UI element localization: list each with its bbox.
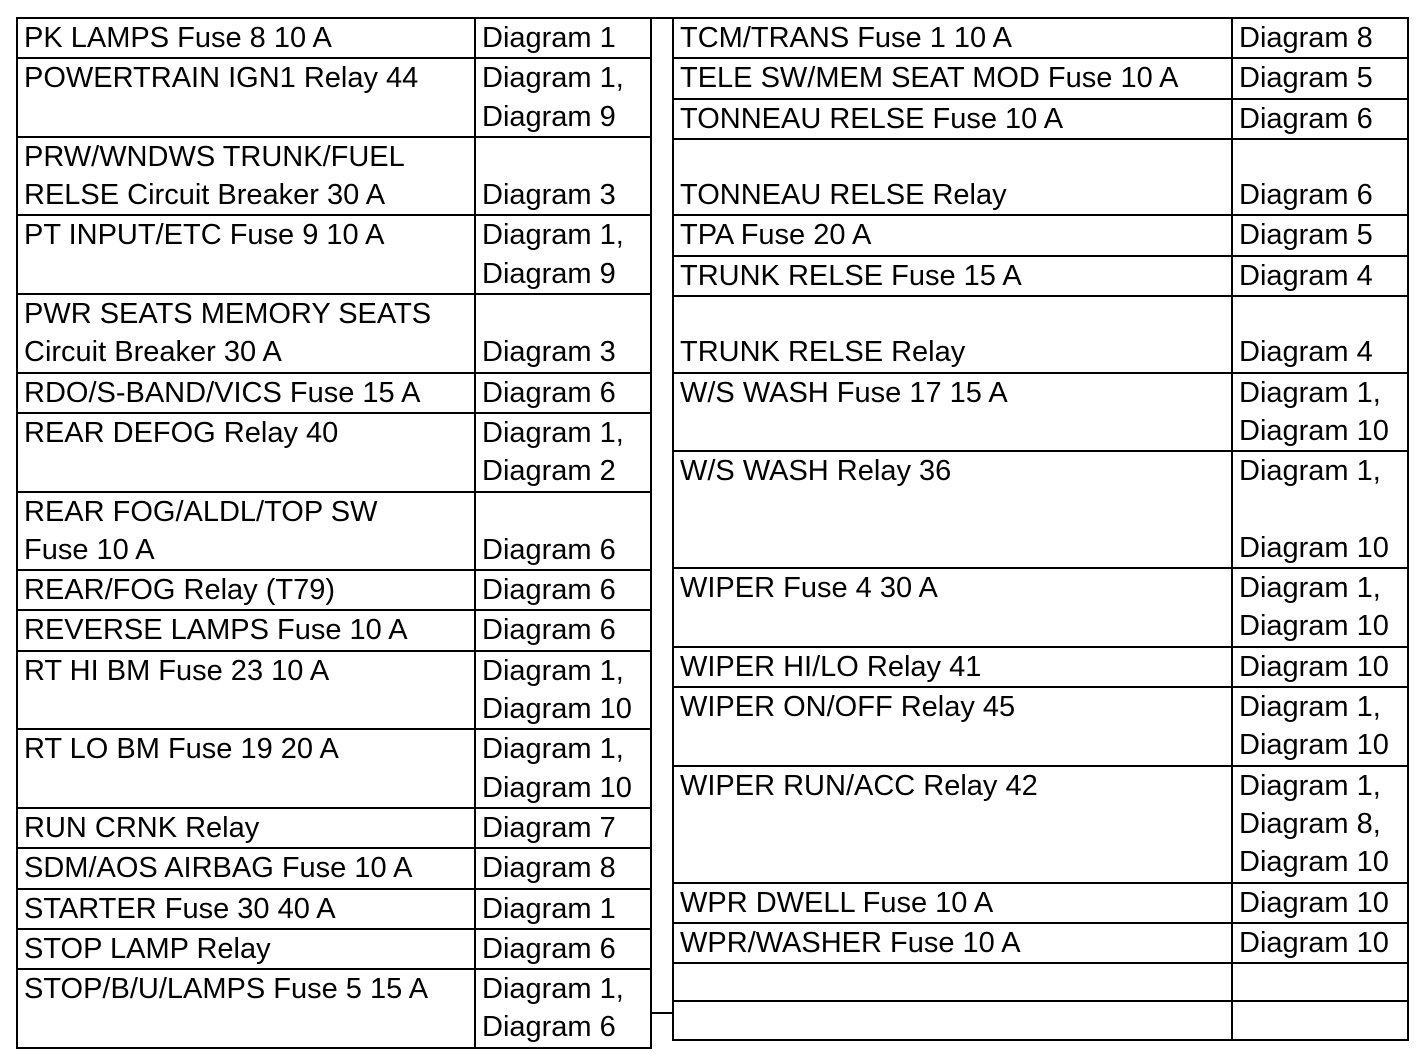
component-name: WIPER RUN/ACC Relay 42 bbox=[673, 766, 1232, 883]
component-name: RT HI BM Fuse 23 10 A bbox=[17, 651, 475, 730]
component-name: REAR/FOG Relay (T79) bbox=[17, 570, 475, 610]
component-name: PRW/WNDWS TRUNK/FUEL RELSE Circuit Breaker 30 A bbox=[17, 137, 475, 216]
diagram-reference: Diagram 6 bbox=[475, 929, 651, 969]
component-name: SDM/AOS AIRBAG Fuse 10 A bbox=[17, 848, 475, 888]
table-row bbox=[673, 687, 1408, 766]
diagram-reference: Diagram 5 bbox=[1232, 215, 1408, 255]
table-row bbox=[17, 929, 651, 969]
table-row bbox=[673, 766, 1408, 883]
table-row bbox=[673, 58, 1408, 98]
component-name: TCM/TRANS Fuse 1 10 A bbox=[673, 18, 1232, 58]
component-name bbox=[673, 963, 1232, 1001]
component-name: TELE SW/MEM SEAT MOD Fuse 10 A bbox=[673, 58, 1232, 98]
table-row bbox=[17, 413, 651, 492]
component-name: RDO/S-BAND/VICS Fuse 15 A bbox=[17, 373, 475, 413]
component-name: TRUNK RELSE Relay bbox=[673, 296, 1232, 373]
diagram-reference: Diagram 6 bbox=[475, 610, 651, 650]
diagram-reference: Diagram 3 bbox=[475, 294, 651, 373]
diagram-reference: Diagram 5 bbox=[1232, 58, 1408, 98]
table-row bbox=[673, 215, 1408, 255]
component-name: WPR/WASHER Fuse 10 A bbox=[673, 923, 1232, 963]
table-row bbox=[17, 729, 651, 808]
table-row bbox=[17, 18, 651, 58]
table-row bbox=[673, 451, 1408, 568]
table-row bbox=[673, 1001, 1408, 1039]
table-row bbox=[673, 883, 1408, 923]
component-name: W/S WASH Relay 36 bbox=[673, 451, 1232, 568]
component-name: REAR DEFOG Relay 40 bbox=[17, 413, 475, 492]
table-row bbox=[17, 58, 651, 137]
table-row bbox=[673, 99, 1408, 139]
component-name: WIPER Fuse 4 30 A bbox=[673, 568, 1232, 647]
diagram-reference: Diagram 3 bbox=[475, 137, 651, 216]
diagram-reference: Diagram 10 bbox=[1232, 923, 1408, 963]
component-name: REVERSE LAMPS Fuse 10 A bbox=[17, 610, 475, 650]
table-row bbox=[17, 492, 651, 571]
table-row bbox=[17, 651, 651, 730]
diagram-reference: Diagram 6 bbox=[1232, 139, 1408, 216]
diagram-reference: Diagram 1 bbox=[475, 18, 651, 58]
right-table-body bbox=[673, 18, 1408, 1040]
table-row bbox=[17, 808, 651, 848]
table-row bbox=[673, 373, 1408, 452]
component-name: RT LO BM Fuse 19 20 A bbox=[17, 729, 475, 808]
diagram-reference bbox=[1232, 1001, 1408, 1039]
diagram-reference bbox=[1232, 963, 1408, 1001]
component-name: PT INPUT/ETC Fuse 9 10 A bbox=[17, 215, 475, 294]
table-row bbox=[17, 570, 651, 610]
table-row bbox=[17, 848, 651, 888]
component-name: TPA Fuse 20 A bbox=[673, 215, 1232, 255]
component-name bbox=[673, 1001, 1232, 1039]
diagram-reference: Diagram 6 bbox=[475, 492, 651, 571]
table-row bbox=[17, 610, 651, 650]
table-row bbox=[673, 963, 1408, 1001]
component-name: STARTER Fuse 30 40 A bbox=[17, 889, 475, 929]
table-row bbox=[17, 373, 651, 413]
component-name: POWERTRAIN IGN1 Relay 44 bbox=[17, 58, 475, 137]
table-row bbox=[17, 889, 651, 929]
diagram-reference: Diagram 10 bbox=[1232, 883, 1408, 923]
right-fuse-table bbox=[672, 17, 1409, 1041]
table-row bbox=[17, 215, 651, 294]
component-name: STOP LAMP Relay bbox=[17, 929, 475, 969]
left-fuse-table bbox=[16, 17, 652, 1049]
diagram-reference: Diagram 4 bbox=[1232, 296, 1408, 373]
table-row bbox=[673, 139, 1408, 216]
component-name: WIPER HI/LO Relay 41 bbox=[673, 647, 1232, 687]
component-name: RUN CRNK Relay bbox=[17, 808, 475, 848]
diagram-reference: Diagram 1, Diagram 9 bbox=[475, 58, 651, 137]
table-row bbox=[17, 294, 651, 373]
component-name: WIPER ON/OFF Relay 45 bbox=[673, 687, 1232, 766]
component-name: WPR DWELL Fuse 10 A bbox=[673, 883, 1232, 923]
table-row bbox=[673, 18, 1408, 58]
table-row bbox=[673, 568, 1408, 647]
component-name: PWR SEATS MEMORY SEATS Circuit Breaker 30 A bbox=[17, 294, 475, 373]
diagram-reference: Diagram 1, Diagram 10 bbox=[475, 729, 651, 808]
diagram-reference: Diagram 6 bbox=[1232, 99, 1408, 139]
diagram-reference: Diagram 1 bbox=[475, 889, 651, 929]
left-table-body bbox=[17, 18, 651, 1048]
column-gap bbox=[650, 17, 672, 1014]
table-row bbox=[673, 647, 1408, 687]
diagram-reference: Diagram 1, Diagram 10 bbox=[1232, 451, 1408, 568]
diagram-reference: Diagram 6 bbox=[475, 373, 651, 413]
component-name: STOP/B/U/LAMPS Fuse 5 15 A bbox=[17, 969, 475, 1048]
diagram-reference: Diagram 4 bbox=[1232, 256, 1408, 296]
diagram-reference: Diagram 1, Diagram 6 bbox=[475, 969, 651, 1048]
diagram-reference: Diagram 8 bbox=[475, 848, 651, 888]
diagram-reference: Diagram 10 bbox=[1232, 647, 1408, 687]
component-name: REAR FOG/ALDL/TOP SW Fuse 10 A bbox=[17, 492, 475, 571]
table-row bbox=[17, 137, 651, 216]
component-name: W/S WASH Fuse 17 15 A bbox=[673, 373, 1232, 452]
diagram-reference: Diagram 1, Diagram 10 bbox=[1232, 373, 1408, 452]
table-row bbox=[673, 256, 1408, 296]
component-name: TRUNK RELSE Fuse 15 A bbox=[673, 256, 1232, 296]
table-row bbox=[17, 969, 651, 1048]
component-name: TONNEAU RELSE Relay bbox=[673, 139, 1232, 216]
component-name: TONNEAU RELSE Fuse 10 A bbox=[673, 99, 1232, 139]
diagram-reference: Diagram 1, Diagram 8, Diagram 10 bbox=[1232, 766, 1408, 883]
diagram-reference: Diagram 1, Diagram 9 bbox=[475, 215, 651, 294]
diagram-reference: Diagram 1, Diagram 10 bbox=[475, 651, 651, 730]
diagram-reference: Diagram 8 bbox=[1232, 18, 1408, 58]
table-row bbox=[673, 296, 1408, 373]
diagram-reference: Diagram 1, Diagram 10 bbox=[1232, 687, 1408, 766]
table-row bbox=[673, 923, 1408, 963]
diagram-reference: Diagram 7 bbox=[475, 808, 651, 848]
component-name: PK LAMPS Fuse 8 10 A bbox=[17, 18, 475, 58]
diagram-reference: Diagram 6 bbox=[475, 570, 651, 610]
diagram-reference: Diagram 1, Diagram 10 bbox=[1232, 568, 1408, 647]
diagram-reference: Diagram 1, Diagram 2 bbox=[475, 413, 651, 492]
